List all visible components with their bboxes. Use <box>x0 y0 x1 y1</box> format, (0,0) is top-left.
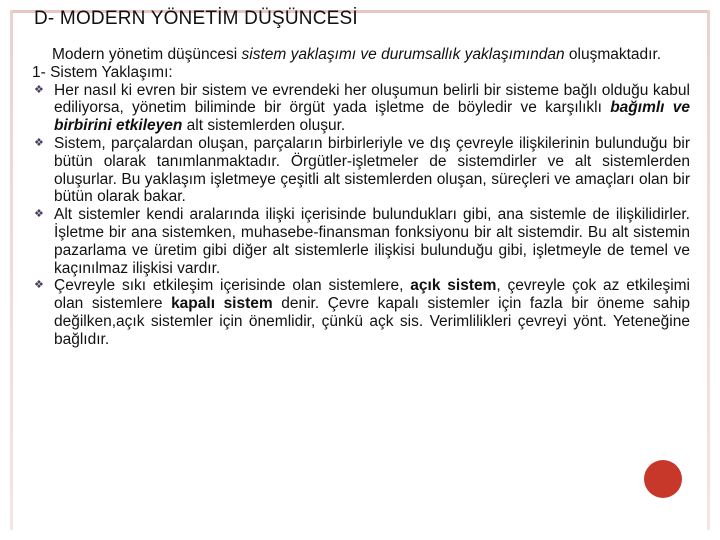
intro-text-end: oluşmaktadır. <box>564 46 662 63</box>
bullet-bolditalic-text: bağımlı ve birbirini etkileyen <box>54 99 690 135</box>
bullet-text-mid: , çevreyle çok az etkileşimi olan sistemlere <box>54 277 690 313</box>
diamond-bullet-icon: ❖ <box>34 83 44 96</box>
diamond-bullet-icon: ❖ <box>34 208 44 221</box>
bullet-item <box>32 82 690 135</box>
slide-title: D- MODERN YÖNETİM DÜŞÜNCESİ <box>34 8 358 29</box>
diamond-bullet-icon: ❖ <box>34 136 44 149</box>
bullet-item <box>32 277 690 348</box>
intro-italic-text: sistem yaklaşımı ve durumsallık yaklaşımından <box>241 46 565 63</box>
bullet-bold-text: açık sistem <box>410 277 497 295</box>
bullet-text-end: denir. Çevre kapalı sistemler için fazla bir öneme sahip değilken,açık sistemler için önemlidir, çünkü açk sis. Verimlilikleri çevreyi yönt. Yeteneğine bağlıdır. <box>54 295 691 348</box>
slide-content <box>32 46 690 349</box>
bullet-item <box>32 135 690 206</box>
bullet-bold-text-2: kapalı sistem <box>171 295 273 313</box>
bullet-text: Sistem, parçalardan oluşan, parçaların birbirleriyle ve dış çevreyle ilişkilerinin bulunduğu bir bütün olarak tanımlanmaktadır. Örgütler-işletmeler de sistemdirler ve alt sistemlerden oluşurlar. Bu yaklaşım işletmeye çeşitli alt sistemlerden oluşan, süreçleri ve amaçları olan bir bütün olarak bakar. <box>54 134 690 206</box>
bullet-list <box>32 82 690 349</box>
accent-circle <box>644 460 682 498</box>
slide-frame-left <box>10 10 13 530</box>
bullet-text: Her nasıl ki evren bir sistem ve evrendeki her oluşumun belirli bir sisteme bağlı olduğu kabul ediliyorsa, yönetim biliminde bir örgüt yada işletme de böyledir ve karşılıklı <box>54 81 690 117</box>
bullet-item <box>32 206 690 277</box>
intro-text: Modern yönetim düşüncesi <box>52 46 242 63</box>
intro-paragraph <box>52 46 690 64</box>
bullet-text: Alt sistemler kendi aralarında ilişki içerisinde bulundukları gibi, ana sistemle de ilişkilidirler. İşletme bir ana sistemken, muhasebe-finansman fonksiyonu bir alt sistemdir. Bu alt sistemin pazarlama ve üretim gibi diğer alt sistemlerle ilişkisi bulunduğu gibi, işletmeyle de temel ve kaçınılmaz ilişkisi vardır. <box>54 206 690 277</box>
slide-frame-right <box>707 10 710 530</box>
bullet-text-end: alt sistemlerden oluşur. <box>182 117 346 135</box>
section-heading: 1- Sistem Yaklaşımı: <box>32 63 173 81</box>
bullet-text: Çevreyle sıkı etkileşim içerisinde olan sistemlere, <box>54 277 411 295</box>
diamond-bullet-icon: ❖ <box>34 279 44 292</box>
